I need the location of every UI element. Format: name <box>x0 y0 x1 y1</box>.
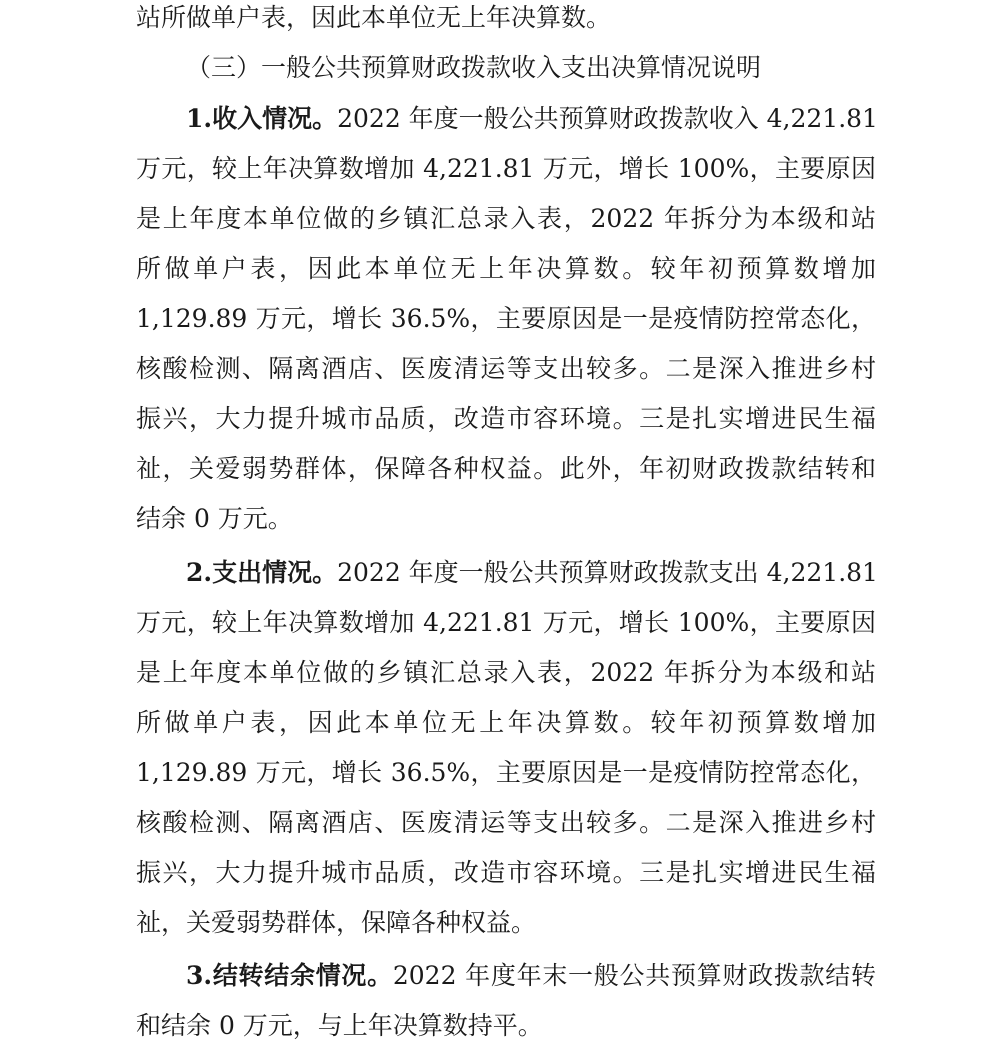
paragraph-line: 振兴，大力提升城市品质，改造市容环境。三是扎实增进民生福 <box>136 858 876 887</box>
section-heading: （三）一般公共预算财政拨款收入支出决算情况说明 <box>186 53 762 82</box>
income-label: 1.收入情况。 <box>186 104 338 133</box>
paragraph-line: 振兴，大力提升城市品质，改造市容环境。三是扎实增进民生福 <box>136 404 876 433</box>
paragraph-line: 祉，关爱弱势群体，保障各种权益。 <box>136 908 537 937</box>
paragraph-line: 站所做单户表，因此本单位无上年决算数。 <box>136 3 612 32</box>
balance-first-line <box>186 956 876 996</box>
expense-line-text: 2022 年度一般公共预算财政拨款支出 4,221.81 <box>337 558 878 587</box>
paragraph-line: 是上年度本单位做的乡镇汇总录入表，2022 年拆分为本级和站 <box>136 658 876 687</box>
paragraph-line: 核酸检测、隔离酒店、医废清运等支出较多。二是深入推进乡村 <box>136 808 876 837</box>
paragraph-line: 1,129.89 万元，增长 36.5%，主要原因是一是疫情防控常态化， <box>136 758 876 787</box>
balance-line-text: 2022 年度年末一般公共预算财政拨款结转 <box>392 961 876 990</box>
paragraph-line: 1,129.89 万元，增长 36.5%，主要原因是一是疫情防控常态化， <box>136 304 876 333</box>
paragraph-line: 所做单户表，因此本单位无上年决算数。较年初预算数增加 <box>136 708 876 737</box>
paragraph-line: 万元，较上年决算数增加 4,221.81 万元，增长 100%，主要原因 <box>136 608 876 637</box>
balance-label: 3.结转结余情况。 <box>186 961 393 990</box>
income-line-text: 2022 年度一般公共预算财政拨款收入 4,221.81 <box>337 104 878 133</box>
expense-first-line <box>186 553 876 593</box>
paragraph-line: 所做单户表，因此本单位无上年决算数。较年初预算数增加 <box>136 254 876 283</box>
paragraph-line: 万元，较上年决算数增加 4,221.81 万元，增长 100%，主要原因 <box>136 154 876 183</box>
income-first-line <box>186 99 876 139</box>
expense-label: 2.支出情况。 <box>186 558 338 587</box>
paragraph-line: 核酸检测、隔离酒店、医废清运等支出较多。二是深入推进乡村 <box>136 354 876 383</box>
paragraph-line: 是上年度本单位做的乡镇汇总录入表，2022 年拆分为本级和站 <box>136 204 876 233</box>
paragraph-line: 祉，关爱弱势群体，保障各种权益。此外，年初财政拨款结转和 <box>136 454 876 483</box>
paragraph-line: 结余 0 万元。 <box>136 504 293 533</box>
paragraph-line: 和结余 0 万元，与上年决算数持平。 <box>136 1011 543 1040</box>
